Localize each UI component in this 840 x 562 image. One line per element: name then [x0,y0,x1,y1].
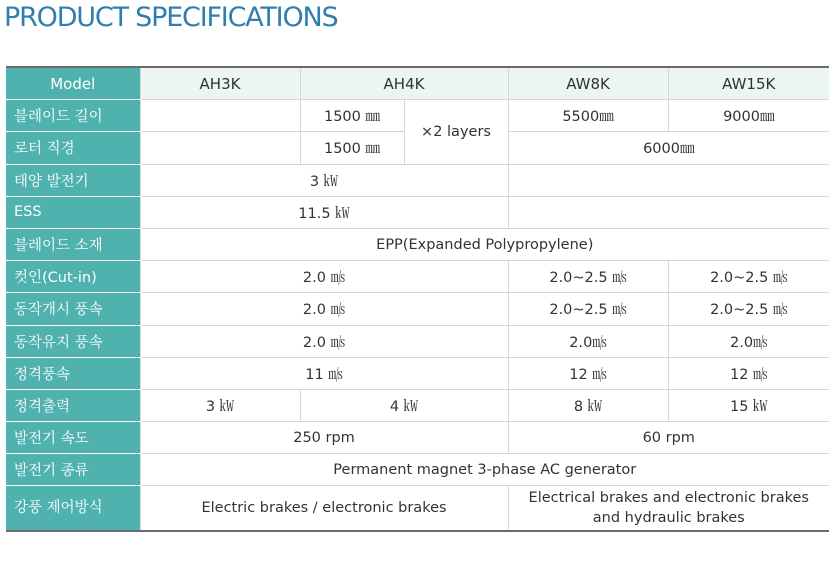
cell-empty [508,164,829,196]
row-label: 발전기 종류 [6,454,140,486]
cell-value-multiline [508,486,829,532]
cell-value: 2.0~2.5 ㎧ [508,293,668,325]
cell-empty [140,132,300,164]
table-row [6,228,829,260]
row-label: 블레이드 소재 [6,228,140,260]
row-label: 발전기 속도 [6,422,140,454]
cell-value: 2.0㎧ [668,325,829,357]
header-model-ah3k: AH3K [140,67,300,100]
table-row [6,293,829,325]
cell-value: 2.0 ㎧ [140,293,508,325]
cell-value: Electric brakes / electronic brakes [140,486,508,532]
cell-value: 3 ㎾ [140,164,508,196]
row-label: 로터 직경 [6,132,140,164]
row-label: 컷인(Cut-in) [6,261,140,293]
cell-value: Permanent magnet 3-phase AC generator [140,454,829,486]
cell-value: 12 ㎧ [508,357,668,389]
cell-empty [508,196,829,228]
table-row [6,261,829,293]
cell-layers: ×2 layers [404,100,508,164]
cell-value: 6000㎜ [508,132,829,164]
spec-table [6,66,829,532]
cell-value: 2.0~2.5 ㎧ [668,261,829,293]
row-label: 정격출력 [6,389,140,421]
row-label: 동작개시 풍속 [6,293,140,325]
table-row [6,325,829,357]
cell-value: 250 rpm [140,422,508,454]
table-row [6,164,829,196]
table-row [6,422,829,454]
table-row [6,486,829,532]
table-row [6,389,829,421]
cell-value: 11.5 ㎾ [140,196,508,228]
row-label: 블레이드 길이 [6,100,140,132]
cell-line: and hydraulic brakes [592,510,745,527]
header-model-aw15k: AW15K [668,67,829,100]
cell-line: Electrical brakes and electronic brakes [528,490,809,507]
table-row [6,454,829,486]
table-row [6,196,829,228]
cell-empty [140,100,300,132]
header-label: Model [6,67,140,100]
table-row [6,357,829,389]
row-label: 태양 발전기 [6,164,140,196]
cell-value: 5500㎜ [508,100,668,132]
cell-value: 2.0 ㎧ [140,325,508,357]
row-label: 정격풍속 [6,357,140,389]
cell-value: 2.0~2.5 ㎧ [508,261,668,293]
table-row [6,100,829,132]
cell-value: 12 ㎧ [668,357,829,389]
cell-value: 9000㎜ [668,100,829,132]
cell-value: 2.0㎧ [508,325,668,357]
cell-value: 3 ㎾ [140,389,300,421]
cell-value: 8 ㎾ [508,389,668,421]
page-title: PRODUCT SPECIFICATIONS [4,2,338,33]
table-header-row [6,67,829,100]
cell-value: 11 ㎧ [140,357,508,389]
header-model-ah4k: AH4K [300,67,508,100]
cell-value: 2.0~2.5 ㎧ [668,293,829,325]
cell-value: 1500 ㎜ [300,132,404,164]
header-model-aw8k: AW8K [508,67,668,100]
cell-value: 15 ㎾ [668,389,829,421]
cell-value: EPP(Expanded Polypropylene) [140,228,829,260]
row-label: 동작유지 풍속 [6,325,140,357]
cell-value: 2.0 ㎧ [140,261,508,293]
cell-value: 1500 ㎜ [300,100,404,132]
cell-value: 60 rpm [508,422,829,454]
row-label: 강풍 제어방식 [6,486,140,532]
cell-value: 4 ㎾ [300,389,508,421]
row-label: ESS [6,196,140,228]
